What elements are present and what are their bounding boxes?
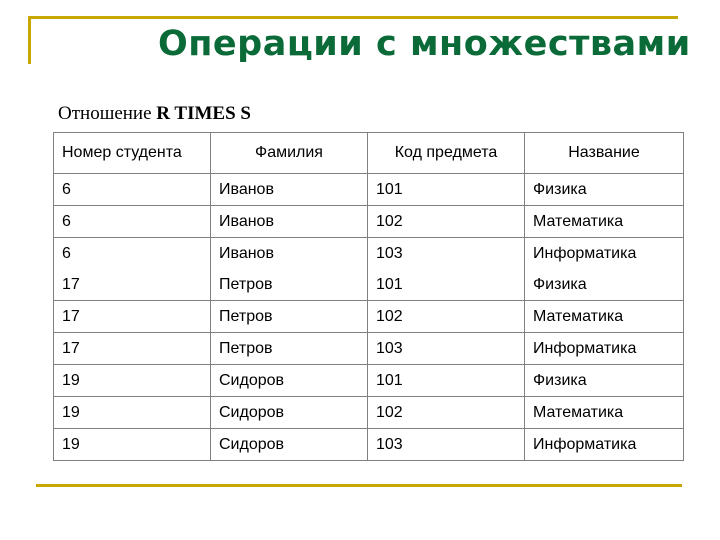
cell-surname: Иванов [211,174,368,206]
header-subject-code: Код предмета [368,133,525,174]
cell-subject-name: Информатика [525,333,684,365]
cell-student-number-pair [54,238,211,301]
table-row [54,397,684,429]
cell-student-number: 17 [62,276,80,293]
slide-title: Операции с множествами [158,24,691,64]
table-row [54,333,684,365]
relation-caption [58,103,251,125]
cell-student-number: 6 [54,206,211,238]
header-subject-name: Название [525,133,684,174]
cell-surname: Петров [219,276,273,293]
frame-left-line [28,16,31,64]
cell-student-number: 19 [54,365,211,397]
table-row [54,206,684,238]
cell-student-number: 17 [54,333,211,365]
cell-surname-pair [211,238,368,301]
cell-subject-name: Физика [533,276,587,293]
cell-student-number: 6 [54,174,211,206]
cell-subject-name: Математика [525,301,684,333]
cell-subject-name: Физика [525,174,684,206]
cell-subject-code: 101 [368,174,525,206]
cell-subject-name-pair [525,238,684,301]
cell-subject-code-pair [368,238,525,301]
cell-subject-name: Информатика [525,429,684,461]
cell-student-number: 6 [62,245,71,262]
cell-student-number: 19 [54,397,211,429]
header-student-number: Номер студента [54,133,211,174]
cell-subject-name: Математика [525,206,684,238]
frame-top-line [28,16,678,19]
cell-subject-code: 102 [368,397,525,429]
table-row [54,365,684,397]
cell-subject-code: 101 [368,365,525,397]
cell-surname: Иванов [219,245,274,262]
relation-caption-prefix: Отношение [58,103,152,124]
cell-subject-code: 102 [368,206,525,238]
relation-name: R TIMES S [156,103,251,124]
cell-subject-name: Физика [525,365,684,397]
cell-subject-code: 103 [368,429,525,461]
table-row-merged [54,238,684,301]
cell-student-number: 19 [54,429,211,461]
cell-student-number: 17 [54,301,211,333]
cell-subject-code: 102 [368,301,525,333]
table-header-row [54,133,684,174]
cell-surname: Петров [211,301,368,333]
cell-subject-name: Математика [525,397,684,429]
cell-surname: Сидоров [211,429,368,461]
cell-surname: Сидоров [211,397,368,429]
relation-table [53,132,684,461]
table-row [54,301,684,333]
cell-subject-code: 103 [376,245,403,262]
cell-subject-name: Информатика [533,245,637,262]
table-row [54,429,684,461]
header-surname: Фамилия [211,133,368,174]
cell-surname: Петров [211,333,368,365]
cell-subject-code: 103 [368,333,525,365]
table-row [54,174,684,206]
cell-surname: Иванов [211,206,368,238]
cell-subject-code: 101 [376,276,403,293]
frame-bottom-line [36,484,682,487]
cell-surname: Сидоров [211,365,368,397]
